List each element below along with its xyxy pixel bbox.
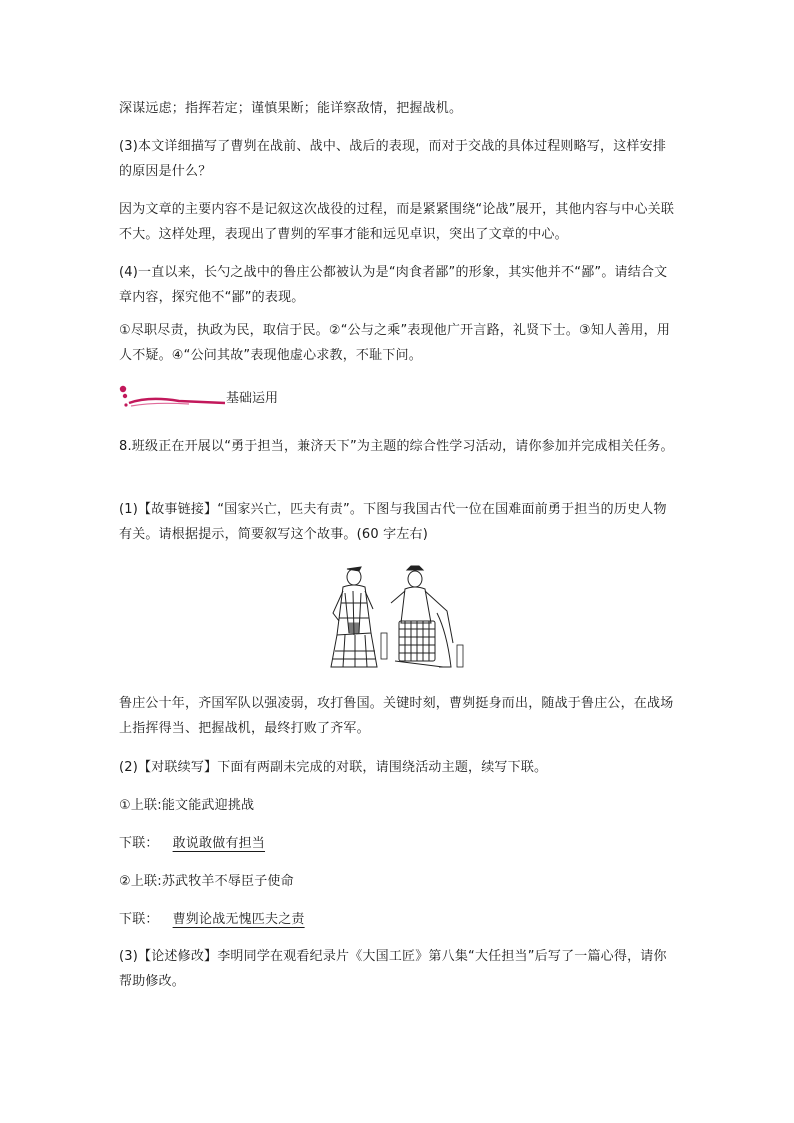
- q3-answer: 因为文章的主要内容不是记叙这次战役的过程，而是紧紧围绕“论战”展开，其他内容与中心关联不大。这样处理，表现出了曹刿的军事才能和远见卓识，突出了文章的中心。: [119, 202, 675, 242]
- section-header: [119, 384, 339, 414]
- q4-question: (4)一直以来，长勺之战中的鲁庄公都被认为是“肉食者鄙”的形象，其实他并不“鄙”。请结合文章内容，探究他不“鄙”的表现。: [119, 265, 668, 305]
- q4-answer: ①尽职尽责，执政为民，取信于民。②“公与之乘”表现他广开言路，礼贤下士。③知人善用，用人不疑。④“公问其故”表现他虚心求教，不耻下问。: [119, 323, 671, 363]
- q8-intro: 8.班级正在开展以“勇于担当，兼济天下”为主题的综合性学习活动，请你参加并完成相关任务。: [119, 439, 674, 454]
- section-decoration-icon: [119, 384, 229, 414]
- couplet-1-lower: [119, 831, 679, 856]
- couplet-1-lower-label: 下联：: [119, 836, 159, 851]
- couplet-1-upper: ①上联:能文能武迎挑战: [119, 798, 255, 813]
- couplet-2-lower-answer: 曹刿论战无愧匹夫之责: [172, 912, 305, 927]
- couplet-2-upper: ②上联:苏武牧羊不辱臣子使命: [119, 874, 294, 889]
- q8-2-question: (2)【对联续写】下面有两副未完成的对联，请围绕活动主题，续写下联。: [119, 760, 548, 775]
- q8-1-answer: 鲁庄公十年，齐国军队以强凌弱，攻打鲁国。关键时刻，曹刿挺身而出，随战于鲁庄公，在战场上指挥得当、把握战机，最终打败了齐军。: [119, 696, 674, 736]
- q3-question: (3)本文详细描写了曹刿在战前、战中、战后的表现，而对于交战的具体过程则略写，这样安排的原因是什么？: [119, 139, 667, 179]
- q8-3-question: (3)【论述修改】李明同学在观看纪录片《大国工匠》第八集“大任担当”后写了一篇心得，请你帮助修改。: [119, 949, 667, 989]
- couplet-2-lower-label: 下联：: [119, 912, 159, 927]
- historical-figures-illustration: [319, 563, 475, 671]
- q2-answer: 深谋远虑；指挥若定；谨慎果断；能详察敌情，把握战机。: [119, 101, 463, 116]
- couplet-1-lower-answer: 敢说敢做有担当: [172, 836, 266, 851]
- q8-1-question: (1)【故事链接】“国家兴亡，匹夫有责”。下图与我国古代一位在国难面前勇于担当的历史人物有关。请根据提示，简要叙写这个故事。(60 字左右): [119, 502, 667, 542]
- section-title: 基础运用: [226, 391, 279, 406]
- couplet-2-lower: [119, 907, 679, 932]
